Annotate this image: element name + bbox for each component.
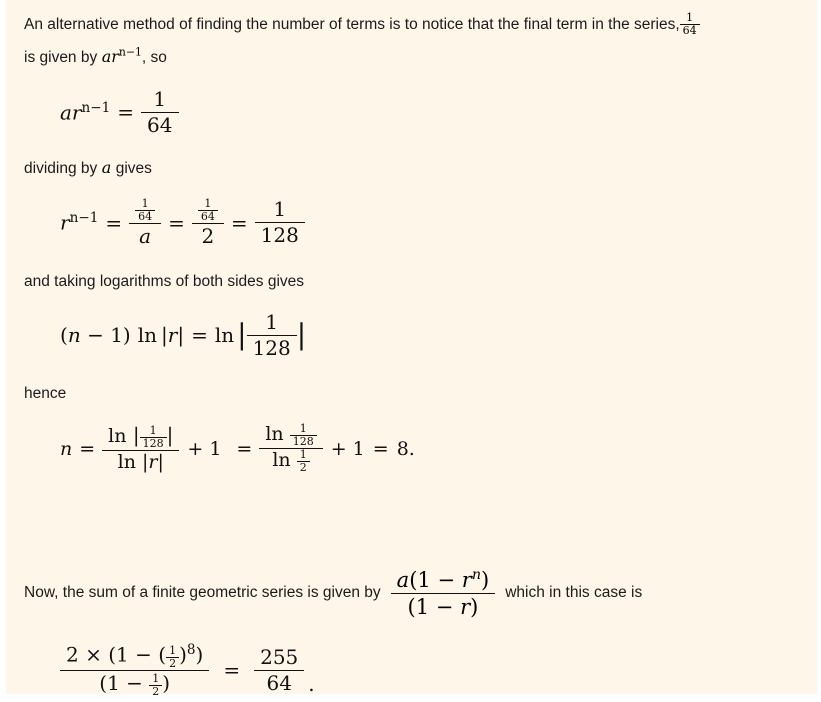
denominator: 64 <box>141 112 178 138</box>
numerator: 1 <box>169 643 177 657</box>
eq3-abs-open: | <box>237 318 247 352</box>
numerator: $a(1 - r^n)$ <box>396 566 490 592</box>
eq3-ln-1: ln <box>137 323 158 348</box>
intro-text-part1: An alternative method of finding the number of terms is to notice that the final term in the series, <box>24 16 680 34</box>
ln-label: ln <box>117 450 136 473</box>
numerator: 2 × (1 − ( $\frac{1}{2}$ )$^8$) <box>66 642 204 670</box>
numerator <box>192 196 224 223</box>
fraction-one-over-128 <box>247 310 297 361</box>
denominator: 128 <box>247 335 297 361</box>
sum-text-part2: which in this case is <box>505 584 643 602</box>
denominator: 64 <box>135 210 155 223</box>
eq4-plus-one-2: + 1 <box>330 437 365 460</box>
denominator: (1 − $\frac{1}{2}$ ) <box>60 670 209 698</box>
eq1-lhs: $ar^{n-1}$ <box>60 100 111 125</box>
ln-label: ln <box>108 424 127 447</box>
eq4-lhs-n: n <box>60 437 73 460</box>
intro-text-part3: , so <box>141 48 167 66</box>
denominator: (1 − r) <box>391 593 496 620</box>
equation-1 <box>60 87 797 138</box>
dividing-text: dividing by <box>24 159 98 177</box>
fraction-one-128 <box>290 423 317 448</box>
fraction-one-sixtyfourth <box>135 198 155 223</box>
fraction-one-over-64-over-a <box>129 196 161 249</box>
numerator <box>129 196 161 223</box>
abs-r: |r| <box>142 450 164 473</box>
numerator: 1 <box>299 422 307 436</box>
fraction-ln-1-128-over-ln-1-2 <box>259 423 322 474</box>
paragraph-dividing <box>24 156 797 182</box>
fraction-final-lhs <box>60 642 209 698</box>
numerator: 1 <box>299 448 307 462</box>
denominator: 2 <box>192 223 224 249</box>
paragraph-intro <box>24 0 797 39</box>
denominator: 2 <box>166 657 179 670</box>
eq3-ln-2: ln <box>214 323 235 348</box>
equation-3 <box>60 310 797 361</box>
fraction-one-over-64-over-2 <box>192 196 224 249</box>
fraction-one-half <box>166 645 179 670</box>
equation-2 <box>60 196 797 249</box>
denominator <box>102 450 179 475</box>
eq1-equals: = <box>117 100 135 125</box>
equation-4 <box>60 423 797 475</box>
denominator: 64 <box>254 670 304 696</box>
eq2-equals-2: = <box>168 210 185 235</box>
fraction-one-sixtyfourth-inline <box>680 12 700 37</box>
denominator: 2 <box>149 685 162 698</box>
numerator: 255 <box>260 644 299 669</box>
denominator: 128 <box>255 222 305 248</box>
numerator: 1 <box>265 309 279 334</box>
intro-text-part2: is given by <box>24 48 98 66</box>
denominator <box>259 448 322 474</box>
ln-label: ln <box>265 423 284 446</box>
fraction-ln-abs-1-128-over-ln-abs-r <box>102 423 179 475</box>
abs-open: | <box>126 422 140 447</box>
fraction-one-over-64 <box>141 87 178 138</box>
numerator: 1 <box>152 671 160 685</box>
denominator: 2 <box>297 461 310 474</box>
sum-text-part1: Now, the sum of a finite geometric series is given by <box>24 584 381 602</box>
dividing-text-end: gives <box>115 159 152 177</box>
eq1-exponent: n−1 <box>81 100 111 117</box>
paragraph-intro-line2 <box>24 39 797 71</box>
denominator: 128 <box>140 437 167 450</box>
paragraph-sum-formula <box>24 567 797 621</box>
fraction-one-half <box>297 449 310 474</box>
eq2-exponent: n−1 <box>69 210 99 227</box>
fraction-one-over-128 <box>255 197 305 248</box>
logarithms-text: and taking logarithms of both sides gives <box>24 273 305 291</box>
exponent-n-minus-1: n−1 <box>118 45 142 59</box>
denominator: 64 <box>198 210 218 223</box>
numerator <box>259 423 322 448</box>
eq4-equals-2: = <box>236 437 253 460</box>
eq2-equals-3: = <box>230 210 248 235</box>
hence-text: hence <box>24 384 67 402</box>
denominator: 64 <box>680 24 700 37</box>
numerator: 1 <box>204 197 212 211</box>
eq4-result: 8. <box>396 437 415 460</box>
eq3-equals: = <box>191 323 208 348</box>
eq6-equals: = <box>223 658 241 683</box>
paragraph-hence <box>24 381 797 407</box>
numerator: 1 <box>141 197 149 211</box>
eq3-abs-r: |r| <box>161 323 185 348</box>
fraction-one-128 <box>140 425 167 450</box>
abs-close: | <box>166 422 174 447</box>
numerator: 1 <box>153 86 167 111</box>
exponent-8: 8 <box>186 642 196 659</box>
eq4-equals-3: = <box>372 437 389 460</box>
eq2-lhs: $r^{n-1}$ <box>60 210 99 236</box>
exponent-n: n <box>471 566 482 583</box>
fraction-one-sixtyfourth <box>198 198 218 223</box>
ln-label: ln <box>272 449 291 472</box>
eq4-plus-one-1: + 1 <box>187 437 222 460</box>
eq2-equals-1: = <box>105 210 123 235</box>
numerator <box>102 423 179 450</box>
fraction-255-over-64 <box>254 645 304 696</box>
equation-6 <box>60 642 797 698</box>
fraction-geometric-sum-formula <box>391 567 496 621</box>
paragraph-logarithms <box>24 269 797 295</box>
eq3-lhs: (n − 1) <box>60 323 131 348</box>
denominator: a <box>129 223 161 249</box>
fraction-one-half <box>149 673 162 698</box>
eq6-period: . <box>308 671 315 696</box>
expression-ar-n-minus-1: $ar^{n-1}$ <box>101 45 142 66</box>
numerator: 1 <box>149 423 157 437</box>
numerator: 1 <box>273 197 287 222</box>
numerator: 1 <box>686 11 694 24</box>
eq4-equals-1: = <box>79 437 96 460</box>
eq3-abs-close: | <box>296 318 307 352</box>
denominator: 128 <box>290 435 317 448</box>
symbol-a: a <box>101 157 112 177</box>
